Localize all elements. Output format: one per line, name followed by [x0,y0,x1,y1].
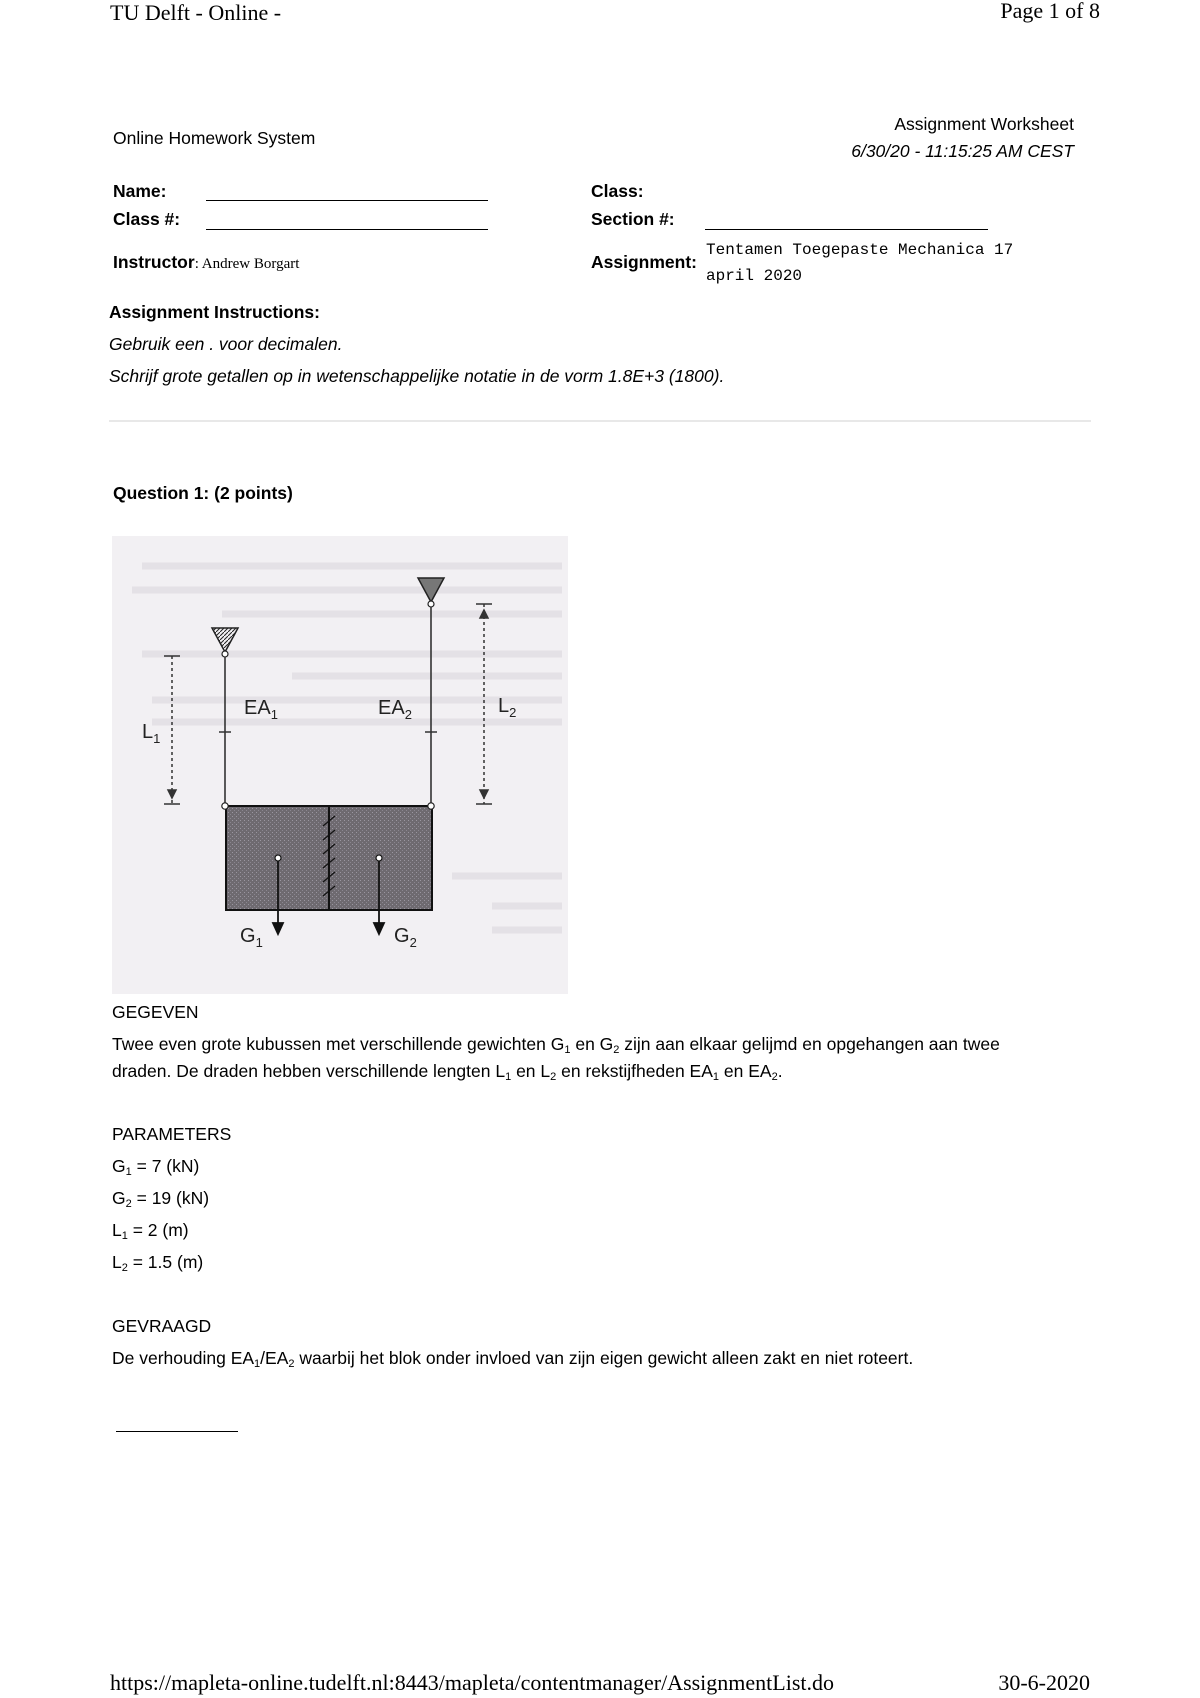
print-footer-date: 30-6-2020 [998,1670,1090,1695]
given-line-2: draden. De draden hebben verschillende lengten $L_1$ en $L_2$ en rekstijfheden $EA_1$ en $EA_2$. [112,1061,783,1083]
label-l1: $L_1$ [142,721,161,746]
class-number-label: Class #: [113,209,181,229]
print-header-title: TU Delft - Online - [110,0,282,25]
name-line [206,200,488,201]
assignment-name-line1: Tentamen Toegepaste Mechanica 17 [706,241,1014,259]
worksheet-type: Assignment Worksheet [894,114,1074,134]
parameter-g1: $G_1 = 7$ (kN) [112,1156,200,1178]
parameter-l1: $L_1 = 2$ (m) [112,1220,189,1242]
suspended-block-diagram [112,536,568,994]
question-title: Question 1: (2 points) [113,483,293,503]
instruction-scientific: Schrijf grote getallen op in wetenschappelijke notatie in de vorm 1.8E+3 (1800). [109,366,725,386]
print-footer-url: https://mapleta-online.tudelft.nl:8443/mapleta/contentmanager/AssignmentList.do [110,1670,835,1695]
assignment-name [706,237,1013,289]
asked-heading: GEVRAAGD [112,1316,212,1336]
assignment-name-line2: april 2020 [706,267,803,285]
class-number-line [206,229,488,230]
section-line [705,229,988,230]
label-ea2: $EA_2$ [378,697,412,722]
instruction-decimal: Gebruik een . voor decimalen. [109,334,343,354]
left-support-icon [212,628,238,652]
label-ea1: $EA_1$ [244,697,278,722]
system-name: Online Homework System [113,128,316,148]
instructor-label: Instructor [113,252,195,272]
section-label: Section #: [591,209,675,229]
given-line-1: Twee even grote kubussen met verschillende gewichten $G_1$ en $G_2$ zijn aan elkaar gelijmd en opgehangen aan twee [112,1034,1000,1056]
dimension-l1 [164,656,180,804]
label-g1: $G_1$ [240,925,263,950]
instructor-value: : Andrew Borgart [194,256,300,272]
instructor-row [113,252,299,273]
given-heading: GEGEVEN [112,1002,199,1022]
name-label: Name: [113,181,167,201]
label-l2: $L_2$ [498,695,517,720]
answer-line[interactable] [116,1431,238,1432]
parameter-l2: $L_2 = 1.5$ (m) [112,1252,204,1274]
question-figure [112,536,568,994]
asked-text: De verhouding $EA_1/EA_2$ waarbij het blok onder invloed van zijn eigen gewicht alleen zakt en niet roteert. [112,1348,914,1370]
class-label: Class: [591,181,644,201]
parameter-g2: $G_2 = 19$ (kN) [112,1188,210,1210]
section-divider [109,420,1091,422]
parameters-heading: PARAMETERS [112,1124,232,1144]
assignment-label: Assignment: [591,252,697,272]
worksheet-datetime: 6/30/20 - 11:15:25 AM CEST [851,141,1074,161]
print-header-page: Page 1 of 8 [1000,0,1100,23]
label-g2: $G_2$ [394,925,417,950]
dimension-l2 [476,604,492,804]
instructions-title: Assignment Instructions: [109,302,320,322]
